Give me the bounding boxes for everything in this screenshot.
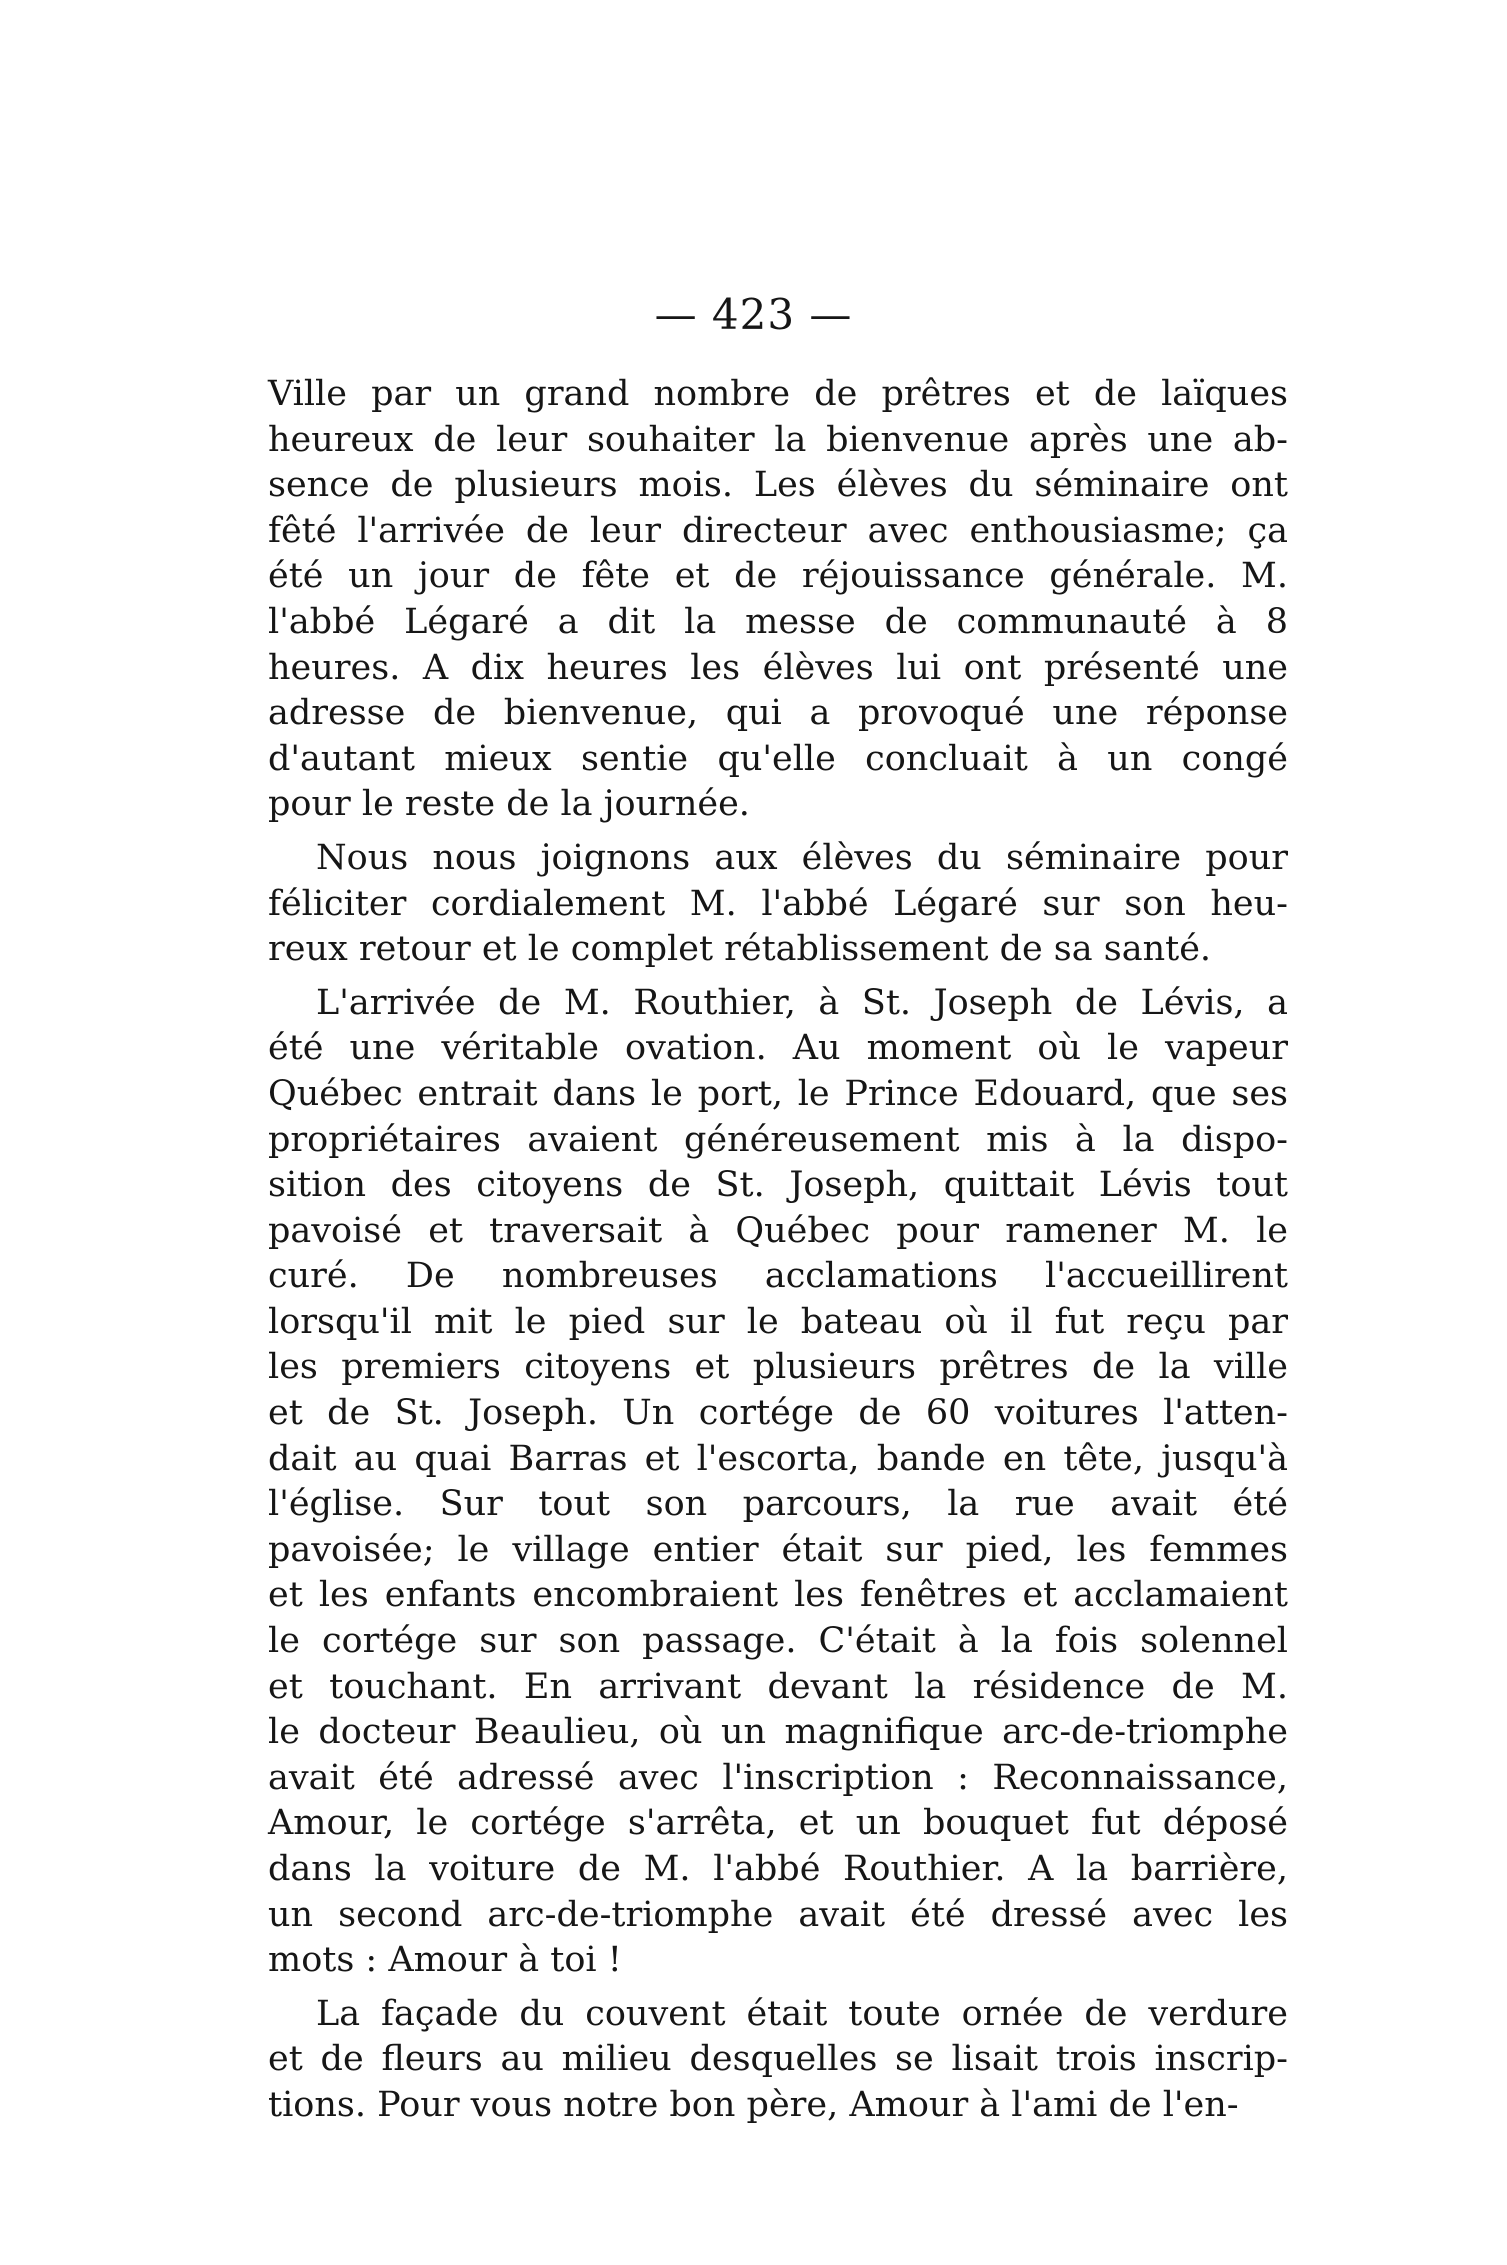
text-line: heureux de leur souhaiter la bienvenue après une ab- [268,419,1288,460]
text-line: sence de plusieurs mois. Les élèves du séminaire ont [268,465,1288,506]
text-line: pavoisée; le village entier était sur pied, les femmes [268,1529,1288,1570]
text-line: avait été adressé avec l'inscription : Reconnaissance, [268,1757,1288,1798]
text-line: heures. A dix heures les élèves lui ont présenté une [268,647,1288,688]
text-line: pour le reste de la journée. [268,784,750,825]
paragraph [268,981,1288,1984]
text-line: Nous nous joignons aux élèves du séminaire pour [316,837,1288,878]
text-line: et touchant. En arrivant devant la résidence de M. [268,1666,1288,1707]
body-text [268,372,1288,2129]
text-line: L'arrivée de M. Routhier, à St. Joseph de Lévis, a [316,982,1288,1023]
text-line: un second arc-de-triomphe avait été dressé avec les [268,1894,1288,1935]
text-line: le cortége sur son passage. C'était à la fois solennel [268,1621,1288,1662]
text-line: Québec entrait dans le port, le Prince Edouard, que ses [268,1073,1288,1114]
text-line: l'abbé Légaré a dit la messe de communauté à 8 [268,601,1288,642]
text-line: reux retour et le complet rétablissement de sa santé. [268,929,1212,970]
text-line: et les enfants encombraient les fenêtres et acclamaient [268,1575,1288,1616]
text-line: et de fleurs au milieu desquelles se lisait trois inscrip- [268,2039,1288,2080]
paragraph [268,836,1288,973]
text-line: Amour, le cortége s'arrêta, et un bouquet fut déposé [268,1803,1288,1844]
text-line: d'autant mieux sentie qu'elle concluait à un congé [268,738,1288,779]
text-line: féliciter cordialement M. l'abbé Légaré sur son heu- [268,883,1288,924]
text-line: pavoisé et traversait à Québec pour ramener M. le [268,1210,1288,1251]
text-line: été une véritable ovation. Au moment où le vapeur [268,1028,1288,1069]
text-line: dait au quai Barras et l'escorta, bande en tête, jusqu'à [268,1438,1288,1479]
text-line: sition des citoyens de St. Joseph, quittait Lévis tout [268,1165,1288,1206]
text-line: Ville par un grand nombre de prêtres et de laïques [268,374,1288,414]
text-line: le docteur Beaulieu, où un magnifique arc-de-triomphe [268,1712,1288,1753]
page-number: — 423 — [654,290,853,339]
text-line: curé. De nombreuses acclamations l'accueillirent [268,1256,1288,1297]
text-line: La façade du couvent était toute ornée de verdure [316,1993,1288,2034]
paragraph [268,372,1288,828]
text-line: propriétaires avaient généreusement mis à la dispo- [268,1119,1288,1160]
text-line: les premiers citoyens et plusieurs prêtres de la ville [268,1347,1288,1388]
text-line: tions. Pour vous notre bon père, Amour à l'ami de l'en- [268,2084,1239,2125]
text-line: adresse de bienvenue, qui a provoqué une réponse [268,693,1288,734]
text-line: été un jour de fête et de réjouissance générale. M. [268,556,1288,597]
text-line: et de St. Joseph. Un cortége de 60 voitures l'atten- [268,1393,1288,1434]
text-line: dans la voiture de M. l'abbé Routhier. A la barrière, [268,1849,1288,1889]
text-line: lorsqu'il mit le pied sur le bateau où il fut reçu par [268,1301,1288,1342]
text-line: l'église. Sur tout son parcours, la rue avait été [268,1484,1288,1525]
paragraph-gap [268,828,1288,836]
text-line: mots : Amour à toi ! [268,1940,622,1981]
text-line: fêté l'arrivée de leur directeur avec enthousiasme; ça [268,510,1288,551]
paragraph [268,1992,1288,2129]
paragraph-gap [268,1984,1288,1992]
paragraph-gap [268,973,1288,981]
